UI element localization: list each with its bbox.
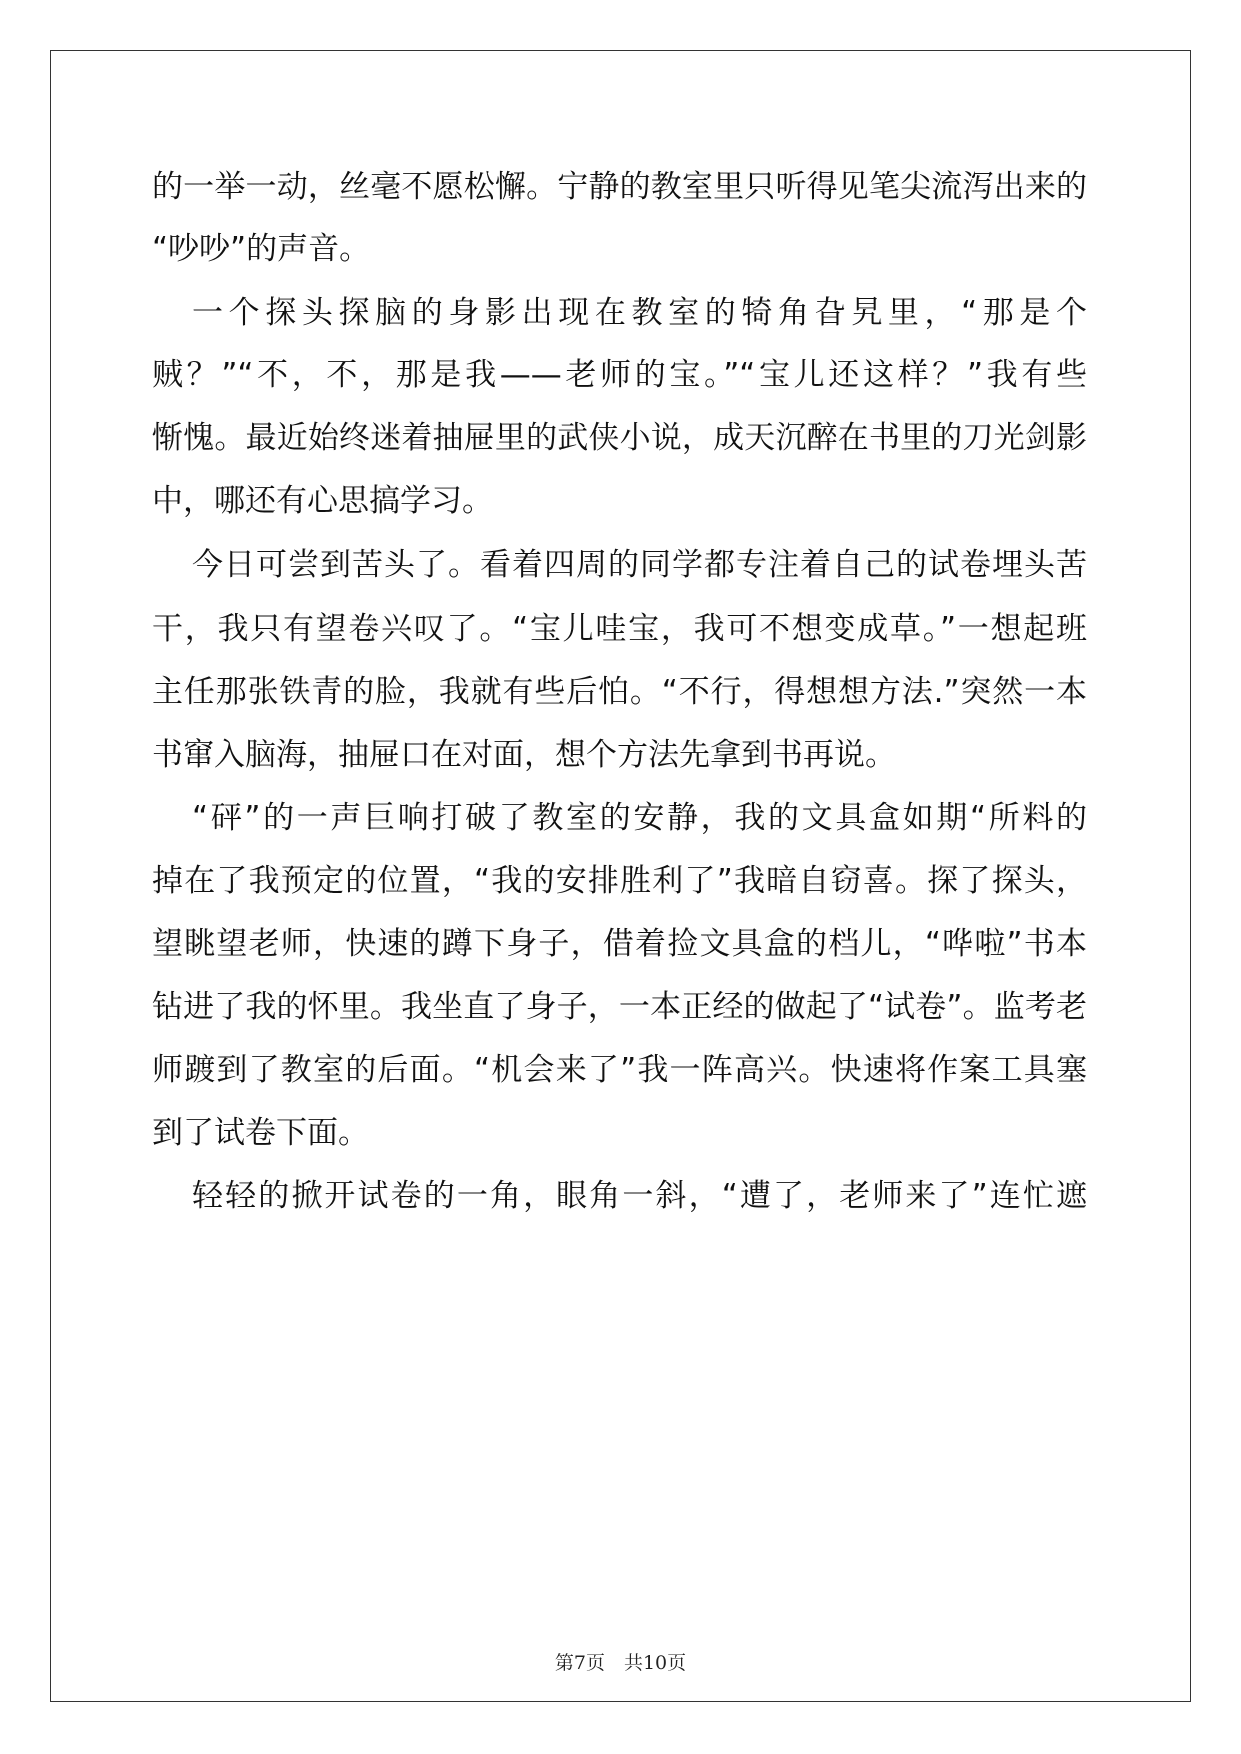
text-line: 书窜入脑海，抽屉口在对面，想个方法先拿到书再说。 bbox=[152, 737, 896, 773]
text-line: 师踱到了教室的后面。“机会来了”我一阵高兴。快速将作案工具塞 bbox=[152, 1052, 1087, 1088]
text-line: 望眺望老师，快速的蹲下身子，借着捡文具盒的档儿，“哗啦”书本 bbox=[152, 926, 1087, 962]
text-line: 的一举一动，丝毫不愿松懈。宁静的教室里只听得见笔尖流泻出来的 bbox=[152, 169, 1087, 205]
text-line: 到了试卷下面。 bbox=[152, 1115, 369, 1151]
text-line: 干，我只有望卷兴叹了。“宝儿哇宝，我可不想变成草。”一想起班 bbox=[152, 611, 1087, 647]
text-line: 贼？”“不，不，那是我——老师的宝。”“宝儿还这样？”我有些 bbox=[152, 357, 1087, 393]
text-line: 主任那张铁青的脸，我就有些后怕。“不行，得想想方法.”突然一本 bbox=[152, 674, 1087, 710]
paragraph-start-line: “砰”的一声巨响打破了教室的安静，我的文具盒如期“所料的 bbox=[192, 800, 1087, 836]
page-number-footer: 第7页 共10页 bbox=[554, 1652, 687, 1674]
text-line: “吵吵”的声音。 bbox=[152, 231, 371, 267]
paragraph-start-line: 轻轻的掀开试卷的一角，眼角一斜，“遭了，老师来了”连忙遮 bbox=[192, 1178, 1087, 1214]
text-line: 惭愧。最近始终迷着抽屉里的武侠小说，成天沉醉在书里的刀光剑影 bbox=[152, 420, 1087, 456]
text-line: 掉在了我预定的位置，“我的安排胜利了”我暗自窃喜。探了探头， bbox=[152, 863, 1087, 899]
text-line: 中，哪还有心思搞学习。 bbox=[152, 483, 493, 519]
text-line: 钻进了我的怀里。我坐直了身子，一本正经的做起了“试卷”。监考老 bbox=[152, 989, 1087, 1025]
paragraph-start-line: 今日可尝到苦头了。看着四周的同学都专注着自己的试卷埋头苦 bbox=[192, 547, 1087, 583]
paragraph-start-line: 一个探头探脑的身影出现在教室的犄角旮旯里，“那是个 bbox=[192, 295, 1087, 331]
